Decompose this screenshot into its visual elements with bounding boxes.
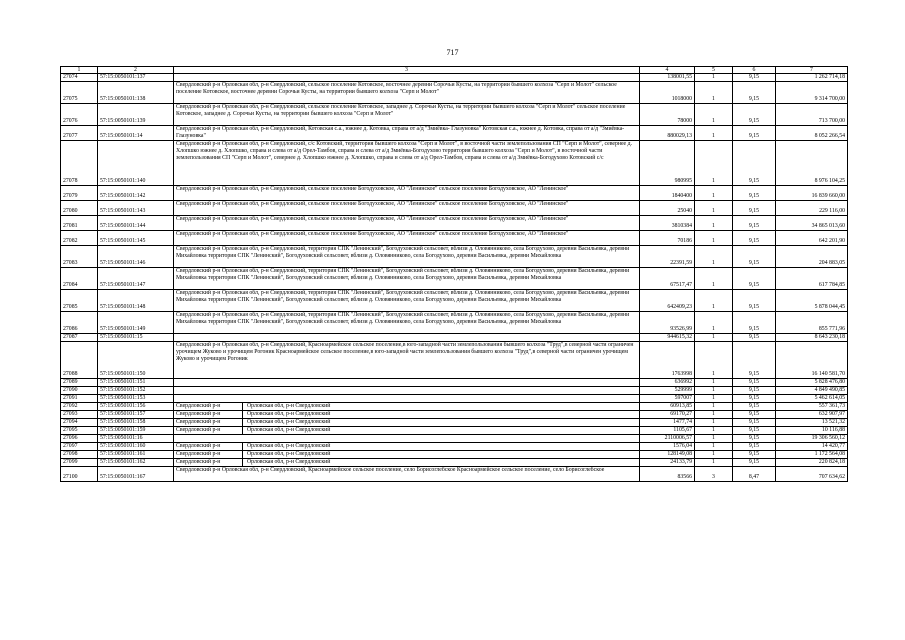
cadastral-number: 57:15:0050101:146 <box>98 246 174 268</box>
location-description: Свердловский р-н Орловская обл, р-н Свердловский, территория СПК "Ленинский", Богодуховский сельсовет, вблизи д. Оловянниково, села Богодухово, деревни Васильевка, деревни Михайловка территория СПК "Ленинский", Богодуховский сельсовет, вблизи д. Оловянниково, села Богодухово, деревни Васильевка, деревни Михайловка <box>174 268 640 290</box>
rate-value: 9,15 <box>733 104 776 126</box>
table-row <box>61 435 848 443</box>
row-number: 27086 <box>61 312 98 334</box>
sum-value: 4 849 490,85 <box>776 387 848 395</box>
quantity-value: 1 <box>695 246 733 268</box>
quantity-value: 1 <box>695 312 733 334</box>
rate-value: 8,47 <box>733 467 776 482</box>
cadastral-number: 57:15:0050101:15 <box>98 334 174 342</box>
column-header: 4 <box>640 67 695 74</box>
location-description: Свердловский р-н Орловская обл, р-н Свердловский, территория СПК "Ленинский", Богодуховский сельсовет, вблизи д. Оловянниково, села Богодухово, деревни Васильевка, деревни Михайловка территория СПК "Ленинский", Богодуховский сельсовет, вблизи д. Оловянниково, села Богодухово, деревни Васильевка, деревни Михайловка <box>174 312 640 334</box>
region-label: Орловская обл, р-н Свердловский <box>247 451 331 457</box>
sum-value: 8 052 266,54 <box>776 126 848 141</box>
rate-value: 9,15 <box>733 186 776 201</box>
table-row <box>61 379 848 387</box>
sum-value: 204 883,05 <box>776 246 848 268</box>
area-value: 83566 <box>640 467 695 482</box>
row-number: 27080 <box>61 201 98 216</box>
cadastral-number: 57:15:0050101:159 <box>98 427 174 435</box>
table-row <box>61 443 848 451</box>
row-number: 27084 <box>61 268 98 290</box>
row-number: 27077 <box>61 126 98 141</box>
row-number: 27097 <box>61 443 98 451</box>
cadastral-number: 57:15:0050101:150 <box>98 342 174 379</box>
row-number: 27087 <box>61 334 98 342</box>
table-row <box>61 290 848 312</box>
quantity-value: 1 <box>695 290 733 312</box>
row-number: 27098 <box>61 451 98 459</box>
location-description: Свердловский р-н Орловская обл, р-н Свердловский, территория СПК "Ленинский", Богодуховский сельсовет, вблизи д. Оловянниково, села Богодухово, деревни Васильевка, деревни Михайловка территория СПК "Ленинский", Богодуховский сельсовет, вблизи д. Оловянниково, села Богодухово, деревни Васильевка, деревни Михайловка <box>174 246 640 268</box>
table-row <box>61 104 848 126</box>
rate-value: 9,15 <box>733 427 776 435</box>
area-value: 67517,47 <box>640 268 695 290</box>
sum-value: 16 839 660,00 <box>776 186 848 201</box>
quantity-value: 1 <box>695 201 733 216</box>
region-label: Орловская обл, р-н Свердловский <box>247 419 331 425</box>
quantity-value: 1 <box>695 141 733 186</box>
rate-value: 9,15 <box>733 334 776 342</box>
district-label: Свердловский р-н <box>174 459 243 466</box>
row-number: 27074 <box>61 74 98 82</box>
area-value: 93526,99 <box>640 312 695 334</box>
quantity-value: 1 <box>695 186 733 201</box>
sum-value: 14 420,77 <box>776 443 848 451</box>
quantity-value: 1 <box>695 435 733 443</box>
row-number: 27100 <box>61 467 98 482</box>
cadastral-number: 57:15:0050101:137 <box>98 74 174 82</box>
column-header: 2 <box>98 67 174 74</box>
area-value: 3810384 <box>640 216 695 231</box>
table-row <box>61 74 848 82</box>
sum-value: 5 878 044,45 <box>776 290 848 312</box>
location-description: Свердловский р-н Орловская обл, р-н Свердловский, Красноармейское сельское поселение,в юго-западной части землепользования бывшего колхоза "Труд",в северной части ограничен урочищем Жуково и урочищем Рогоник Красноармейское сельское поселение,в юго-западной части землепользования бывшего колхоза "Труд",в северной части ограничен урочищем Жуково и урочищем Рогоник <box>174 342 640 379</box>
quantity-value: 1 <box>695 419 733 427</box>
sum-value: 13 521,32 <box>776 419 848 427</box>
location-description <box>174 435 640 443</box>
cadastral-number: 57:15:0050101:142 <box>98 186 174 201</box>
cadastral-number: 57:15:0050101:138 <box>98 82 174 104</box>
table-row <box>61 419 848 427</box>
location-split-cell <box>174 427 640 435</box>
table-row <box>61 387 848 395</box>
column-header: 1 <box>61 67 98 74</box>
cadastral-number: 57:15:0050101:143 <box>98 201 174 216</box>
page-number: 717 <box>446 48 459 57</box>
rate-value: 9,15 <box>733 216 776 231</box>
cadastral-number: 57:15:0050101:144 <box>98 216 174 231</box>
area-value: 529999 <box>640 387 695 395</box>
area-value: 70186 <box>640 231 695 246</box>
sum-value: 220 824,18 <box>776 459 848 467</box>
table-row <box>61 459 848 467</box>
cadastral-number: 57:15:0050101:140 <box>98 141 174 186</box>
district-label: Свердловский р-н <box>174 411 243 418</box>
area-value: 880029,13 <box>640 126 695 141</box>
rate-value: 9,15 <box>733 387 776 395</box>
area-value: 22391,59 <box>640 246 695 268</box>
location-description: Свердловский р-н Орловская обл, р-н Свердловский, сельское поселение Котовское, западнее д. Сорочьи Кусты, на территории бывшего колхоза "Серп и Молот" сельское поселение Котовское, западнее д. Сорочьи Кусты, на территории бывшего колхоза "Серп и Молот" <box>174 104 640 126</box>
table-row <box>61 246 848 268</box>
sum-value: 8 976 104,25 <box>776 141 848 186</box>
quantity-value: 1 <box>695 104 733 126</box>
area-value: 24133,79 <box>640 459 695 467</box>
row-number: 27085 <box>61 290 98 312</box>
rate-value: 9,15 <box>733 74 776 82</box>
rate-value: 9,15 <box>733 411 776 419</box>
area-value: 636992 <box>640 379 695 387</box>
sum-value: 9 314 700,00 <box>776 82 848 104</box>
district-label: Свердловский р-н <box>174 427 243 434</box>
cadastral-number: 57:15:0050101:139 <box>98 104 174 126</box>
table-row <box>61 201 848 216</box>
rate-value: 9,15 <box>733 403 776 411</box>
cadastral-number: 57:15:0050101:145 <box>98 231 174 246</box>
rate-value: 9,15 <box>733 231 776 246</box>
area-value: 980995 <box>640 141 695 186</box>
column-number-row <box>61 67 848 74</box>
location-description <box>174 387 640 395</box>
region-label: Орловская обл, р-н Свердловский <box>247 427 331 433</box>
sum-value: 34 865 013,60 <box>776 216 848 231</box>
area-value: 78000 <box>640 104 695 126</box>
cadastral-number: 57:15:0050101:167 <box>98 467 174 482</box>
rate-value: 9,15 <box>733 82 776 104</box>
quantity-value: 1 <box>695 443 733 451</box>
location-description: Свердловский р-н Орловская обл, р-н Свердловский, сельское поселение Котовское, восточнее деревни Сорочьи Кусты, на территории бывшего колхоза "Серп и Молот" сельское поселение Котовское, восточнее деревни Сорочьи Кусты, на территории бывшего колхоза "Серп и Молот" <box>174 82 640 104</box>
table-row <box>61 141 848 186</box>
cadastral-number: 57:15:0050101:152 <box>98 387 174 395</box>
row-number: 27079 <box>61 186 98 201</box>
table-row <box>61 427 848 435</box>
sum-value: 617 784,85 <box>776 268 848 290</box>
row-number: 27091 <box>61 395 98 403</box>
cadastral-number: 57:15:0050101:148 <box>98 290 174 312</box>
cadastral-number: 57:15:0050101:156 <box>98 403 174 411</box>
quantity-value: 3 <box>695 467 733 482</box>
area-value: 1477,74 <box>640 419 695 427</box>
table-body <box>61 74 848 482</box>
rate-value: 9,15 <box>733 312 776 334</box>
area-value: 60913,85 <box>640 403 695 411</box>
sum-value: 5 828 476,80 <box>776 379 848 387</box>
rate-value: 9,15 <box>733 290 776 312</box>
location-description: Свердловский р-н Орловская обл, р-н Свердловский, территория СПК "Ленинский", Богодуховский сельсовет, вблизи д. Оловянниково, села Богодухово, деревни Васильевка, деревни Михайловка территория СПК "Ленинский", Богодуховский сельсовет, вблизи д. Оловянниково, села Богодухово, деревни Васильевка, деревни Михайловка <box>174 290 640 312</box>
location-description: Свердловский р-н Орловская обл, р-н Свердловский, сельское поселение Богодуховское, АО "Ленинское" сельское поселение Богодуховское, АО "Ленинское" <box>174 231 640 246</box>
cadastral-number: 57:15:0050101:16 <box>98 435 174 443</box>
area-value: 138001,55 <box>640 74 695 82</box>
sum-value: 855 771,96 <box>776 312 848 334</box>
row-number: 27082 <box>61 231 98 246</box>
quantity-value: 1 <box>695 379 733 387</box>
table-row <box>61 126 848 141</box>
quantity-value: 1 <box>695 459 733 467</box>
rate-value: 9,15 <box>733 141 776 186</box>
row-number: 27076 <box>61 104 98 126</box>
table-row <box>61 216 848 231</box>
row-number: 27078 <box>61 141 98 186</box>
rate-value: 9,15 <box>733 435 776 443</box>
cadastral-number: 57:15:0050101:157 <box>98 411 174 419</box>
rate-value: 9,15 <box>733 379 776 387</box>
sum-value: 557 361,73 <box>776 403 848 411</box>
quantity-value: 1 <box>695 451 733 459</box>
region-label: Орловская обл, р-н Свердловский <box>247 411 331 417</box>
rate-value: 9,15 <box>733 395 776 403</box>
area-value: 1840400 <box>640 186 695 201</box>
sum-value: 16 140 581,70 <box>776 342 848 379</box>
location-description: Свердловский р-н Орловская обл, р-н Свердловский, сельское поселение Богодуховское, АО "Ленинское" сельское поселение Богодуховское, АО "Ленинское" <box>174 186 640 201</box>
table-row <box>61 231 848 246</box>
table-row <box>61 82 848 104</box>
area-value: 597007 <box>640 395 695 403</box>
cadastral-number: 57:15:0050101:147 <box>98 268 174 290</box>
rate-value: 9,15 <box>733 443 776 451</box>
row-number: 27083 <box>61 246 98 268</box>
row-number: 27075 <box>61 82 98 104</box>
rate-value: 9,15 <box>733 246 776 268</box>
column-header: 3 <box>174 67 640 74</box>
sum-value: 1 262 714,18 <box>776 74 848 82</box>
sum-value: 713 700,00 <box>776 104 848 126</box>
sum-value: 10 116,88 <box>776 427 848 435</box>
quantity-value: 1 <box>695 82 733 104</box>
cadastral-number: 57:15:0050101:160 <box>98 443 174 451</box>
sum-value: 5 462 614,05 <box>776 395 848 403</box>
row-number: 27088 <box>61 342 98 379</box>
cadastral-number: 57:15:0050101:158 <box>98 419 174 427</box>
rate-value: 9,15 <box>733 419 776 427</box>
location-split-cell <box>174 451 640 459</box>
area-value: 1576,04 <box>640 443 695 451</box>
location-description: Свердловский р-н Орловская обл, р-н Свердловский, Котовская с.а., южнее д. Котовка, справа от а/д "Змиёвка- Глазуновка" Котовская с.а., южнее д. Котовка, справа от а/д "Змиёвка- Глазуновка" <box>174 126 640 141</box>
sum-value: 8 643 230,18 <box>776 334 848 342</box>
cadastral-number: 57:15:0050101:151 <box>98 379 174 387</box>
cadastral-number: 57:15:0050101:161 <box>98 451 174 459</box>
column-header: 7 <box>776 67 848 74</box>
location-description <box>174 74 640 82</box>
area-value: 69170,27 <box>640 411 695 419</box>
quantity-value: 1 <box>695 342 733 379</box>
rate-value: 9,15 <box>733 268 776 290</box>
table-row <box>61 312 848 334</box>
location-description: Свердловский р-н Орловская обл, р-н Свердловский, с/с Котовский, территория бывшего колхоза "Серп и Молот", в восточной части землепользования СП "Серп и Молот", севернее д. Хлопшко южнее д. Хлопшко, справа и слева от а/д Орел-Тамбов, справа и слева от а/д Змиёвка-Богодухово территория бывшего колхоза "Серп и Молот", в восточной части землепользования СП "Серп и Молот", севернее д. Хлопшко южнее д. Хлопшко, справа и слева от а/д Орел-Тамбов, справа и слева от а/д Змиёвка-Богодухово Котовский с/с <box>174 141 640 186</box>
quantity-value: 1 <box>695 231 733 246</box>
area-value: 1763998 <box>640 342 695 379</box>
column-header: 6 <box>733 67 776 74</box>
region-label: Орловская обл, р-н Свердловский <box>247 459 331 465</box>
location-description <box>174 395 640 403</box>
table-row <box>61 395 848 403</box>
cadastral-number: 57:15:0050101:153 <box>98 395 174 403</box>
table-row <box>61 467 848 482</box>
region-label: Орловская обл, р-н Свердловский <box>247 403 331 409</box>
quantity-value: 1 <box>695 126 733 141</box>
quantity-value: 1 <box>695 427 733 435</box>
area-value: 128149,08 <box>640 451 695 459</box>
row-number: 27092 <box>61 403 98 411</box>
register-table <box>60 66 848 482</box>
table-row <box>61 342 848 379</box>
district-label: Свердловский р-н <box>174 451 243 458</box>
cadastral-number: 57:15:0050101:149 <box>98 312 174 334</box>
rate-value: 9,15 <box>733 201 776 216</box>
cadastral-number: 57:15:0050101:162 <box>98 459 174 467</box>
location-description: Свердловский р-н Орловская обл, р-н Свердловский, сельское поселение Богодуховское, АО "Ленинское" сельское поселение Богодуховское, АО "Ленинское" <box>174 201 640 216</box>
location-split-cell <box>174 419 640 427</box>
rate-value: 9,15 <box>733 126 776 141</box>
location-description: Свердловский р-н Орловская обл, р-н Свердловский, Красноармейское сельское поселение, село Борисоглебское Красноармейское сельское поселение, село Борисоглебское <box>174 467 640 482</box>
location-description <box>174 379 640 387</box>
district-label: Свердловский р-н <box>174 419 243 426</box>
quantity-value: 1 <box>695 411 733 419</box>
location-split-cell <box>174 459 640 467</box>
district-label: Свердловский р-н <box>174 403 243 410</box>
cadastral-number: 57:15:0050101:14 <box>98 126 174 141</box>
table-row <box>61 268 848 290</box>
district-label: Свердловский р-н <box>174 443 243 450</box>
row-number: 27099 <box>61 459 98 467</box>
quantity-value: 1 <box>695 395 733 403</box>
table-row <box>61 403 848 411</box>
row-number: 27094 <box>61 419 98 427</box>
row-number: 27096 <box>61 435 98 443</box>
area-value: 1018000 <box>640 82 695 104</box>
table-row <box>61 451 848 459</box>
location-split-cell <box>174 403 640 411</box>
area-value: 642409,23 <box>640 290 695 312</box>
area-value: 25040 <box>640 201 695 216</box>
area-value: 1105,67 <box>640 427 695 435</box>
quantity-value: 1 <box>695 74 733 82</box>
quantity-value: 1 <box>695 334 733 342</box>
rate-value: 9,15 <box>733 342 776 379</box>
table-row <box>61 411 848 419</box>
row-number: 27090 <box>61 387 98 395</box>
location-description: Свердловский р-н Орловская обл, р-н Свердловский, сельское поселение Богодуховское, АО "Ленинское" сельское поселение Богодуховское, АО "Ленинское" <box>174 216 640 231</box>
sum-value: 19 306 560,12 <box>776 435 848 443</box>
column-header: 5 <box>695 67 733 74</box>
sum-value: 1 172 564,08 <box>776 451 848 459</box>
table-row <box>61 186 848 201</box>
area-value: 2110006,57 <box>640 435 695 443</box>
sum-value: 642 201,90 <box>776 231 848 246</box>
sum-value: 707 634,62 <box>776 467 848 482</box>
rate-value: 9,15 <box>733 451 776 459</box>
location-description <box>174 334 640 342</box>
row-number: 27089 <box>61 379 98 387</box>
quantity-value: 1 <box>695 216 733 231</box>
row-number: 27093 <box>61 411 98 419</box>
table-row <box>61 334 848 342</box>
area-value: 944615,32 <box>640 334 695 342</box>
region-label: Орловская обл, р-н Свердловский <box>247 443 331 449</box>
row-number: 27081 <box>61 216 98 231</box>
sum-value: 229 116,00 <box>776 201 848 216</box>
quantity-value: 1 <box>695 268 733 290</box>
sum-value: 632 907,97 <box>776 411 848 419</box>
location-split-cell <box>174 411 640 419</box>
row-number: 27095 <box>61 427 98 435</box>
location-split-cell <box>174 443 640 451</box>
rate-value: 9,15 <box>733 459 776 467</box>
quantity-value: 1 <box>695 387 733 395</box>
quantity-value: 1 <box>695 403 733 411</box>
